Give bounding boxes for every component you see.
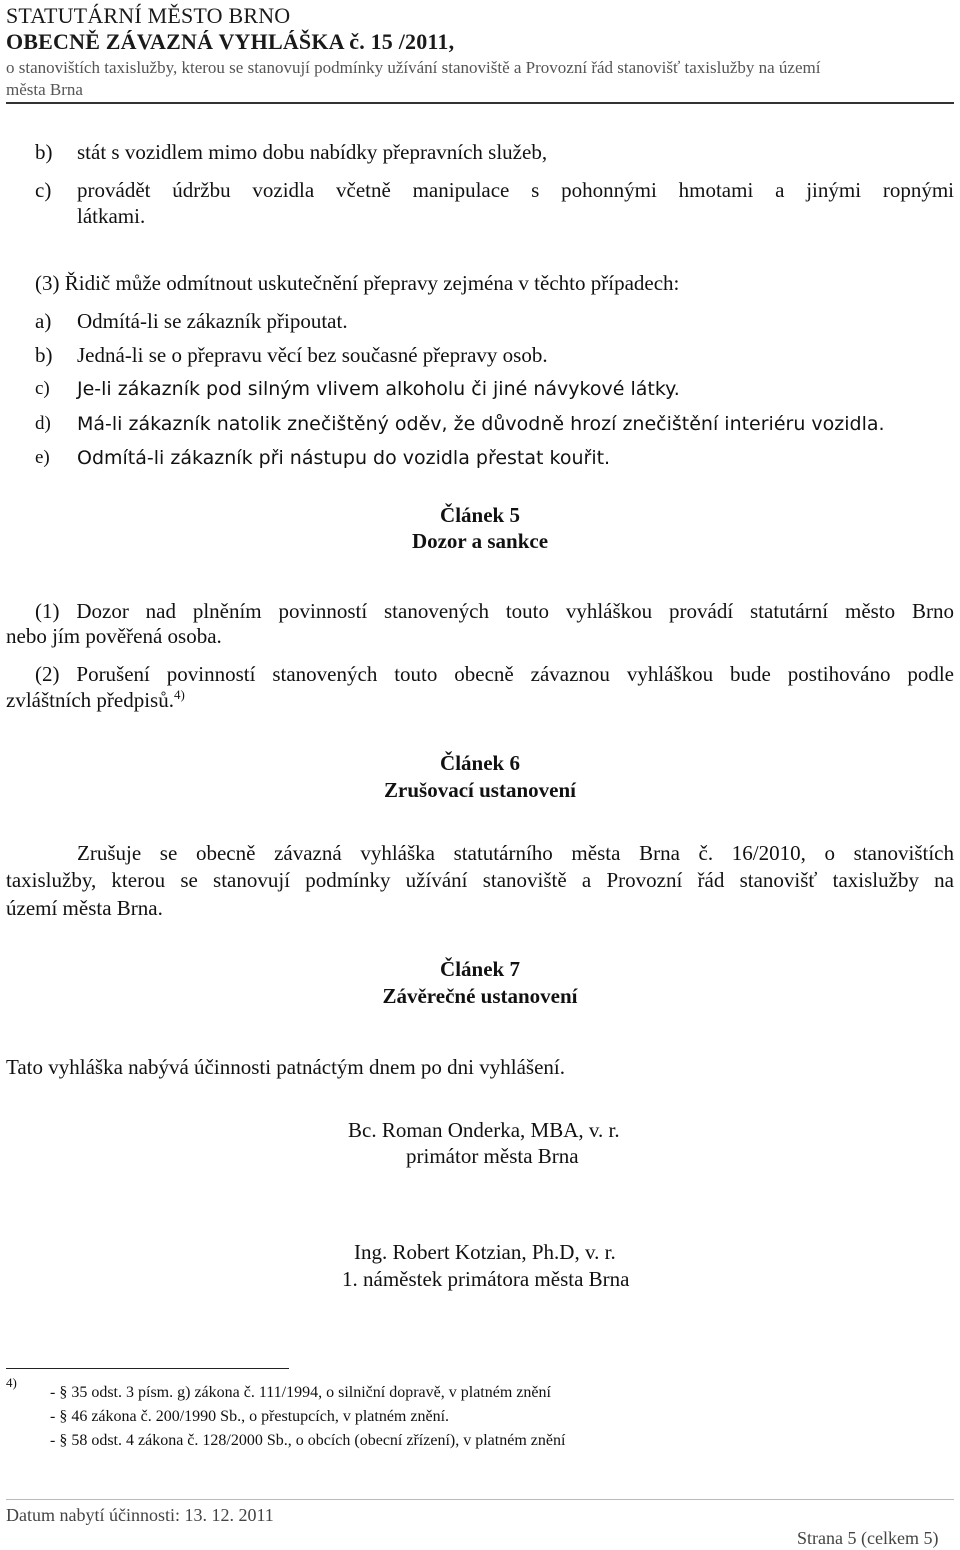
footnote-divider bbox=[6, 1368, 289, 1369]
footnote-line: - § 35 odst. 3 písm. g) zákona č. 111/1994, o silniční dopravě, v platném znění bbox=[50, 1384, 551, 1401]
article-6-text: Zrušuje se obecně závazná vyhláška statutárního města Brna č. 16/2010, o stanovištích bbox=[77, 841, 954, 865]
article-5-paragraph-1: (1) Dozor nad plněním povinností stanovených touto vyhláškou provádí statutární město Brno bbox=[35, 599, 954, 623]
list-text: Má-li zákazník natolik znečištěný oděv, že důvodně hrozí znečištění interiéru vozidla. bbox=[77, 413, 885, 435]
article-7-text: Tato vyhláška nabývá účinnosti patnáctým dnem po dni vyhlášení. bbox=[6, 1055, 565, 1079]
list-text: stát s vozidlem mimo dobu nabídky přepravních služeb, bbox=[77, 140, 548, 164]
article-5-paragraph-2-cont bbox=[6, 688, 185, 713]
document-header-subject-cont: města Brna bbox=[6, 80, 83, 99]
article-5-paragraph-1-cont: nebo jím pověřená osoba. bbox=[6, 624, 222, 648]
paragraph-3-intro: (3) Řidič může odmítnout uskutečnění přepravy zejména v těchto případech: bbox=[35, 271, 680, 295]
footer-divider bbox=[6, 1499, 954, 1500]
list-text: Jedná-li se o přepravu věcí bez současné přepravy osob. bbox=[77, 343, 548, 367]
list-marker: b) bbox=[35, 140, 53, 164]
article-6-number: Článek 6 bbox=[440, 751, 520, 775]
article-5-paragraph-2: (2) Porušení povinností stanovených touto obecně závaznou vyhláškou bude postihováno podle bbox=[35, 662, 954, 686]
footnote-mark: 4) bbox=[6, 1375, 17, 1390]
signature-mayor-role: primátor města Brna bbox=[406, 1144, 579, 1168]
list-text: provádět údržbu vozidla včetně manipulace s pohonnými hmotami a jinými ropnými bbox=[77, 178, 954, 202]
article-5-number: Článek 5 bbox=[440, 503, 520, 527]
list-text: Odmítá-li se zákazník připoutat. bbox=[77, 309, 348, 333]
list-marker: c) bbox=[35, 378, 50, 399]
document-header-regulation: OBECNĚ ZÁVAZNÁ VYHLÁŠKA č. 15 /2011, bbox=[6, 29, 455, 54]
article-6-text-end: území města Brna. bbox=[6, 896, 163, 920]
list-marker: e) bbox=[35, 447, 50, 468]
signature-deputy-name: Ing. Robert Kotzian, Ph.D, v. r. bbox=[354, 1240, 616, 1264]
list-text: Je-li zákazník pod silným vlivem alkoholu či jiné návykové látky. bbox=[77, 378, 680, 400]
article-7-number: Článek 7 bbox=[440, 957, 520, 981]
signature-deputy-role: 1. náměstek primátora města Brna bbox=[342, 1267, 630, 1291]
footnote-line: - § 58 odst. 4 zákona č. 128/2000 Sb., o obcích (obecní zřízení), v platném znění bbox=[50, 1432, 566, 1449]
list-marker: a) bbox=[35, 309, 52, 333]
header-divider bbox=[6, 102, 954, 104]
list-marker: d) bbox=[35, 413, 51, 434]
article-5-title: Dozor a sankce bbox=[411, 529, 549, 553]
signature-mayor-name: Bc. Roman Onderka, MBA, v. r. bbox=[348, 1118, 620, 1142]
article-7-title: Závěrečné ustanovení bbox=[382, 984, 578, 1008]
document-header-city: STATUTÁRNÍ MĚSTO BRNO bbox=[6, 3, 291, 28]
article-6-text-cont: taxislužby, kterou se stanovují podmínky užívání stanoviště a Provozní řád stanovišť taxislužby na bbox=[6, 868, 954, 892]
document-header-subject: o stanovištích taxislužby, kterou se stanovují podmínky užívání stanoviště a Provozní řád stanovišť taxislužby na území bbox=[6, 58, 821, 77]
footer-effective-date: Datum nabytí účinnosti: 13. 12. 2011 bbox=[6, 1505, 274, 1525]
list-text-continued: látkami. bbox=[77, 204, 146, 228]
article-5-paragraph-2-text: zvláštních předpisů. bbox=[6, 688, 174, 712]
list-text: Odmítá-li zákazník při nástupu do vozidla přestat kouřit. bbox=[77, 447, 611, 469]
footnote-reference: 4) bbox=[173, 687, 185, 702]
footer-page-number: Strana 5 (celkem 5) bbox=[797, 1528, 939, 1548]
list-marker: c) bbox=[35, 178, 52, 202]
article-6-title: Zrušovací ustanovení bbox=[384, 778, 576, 802]
footnote-line: - § 46 zákona č. 200/1990 Sb., o přestupcích, v platném znění. bbox=[50, 1408, 450, 1425]
list-marker: b) bbox=[35, 343, 53, 367]
